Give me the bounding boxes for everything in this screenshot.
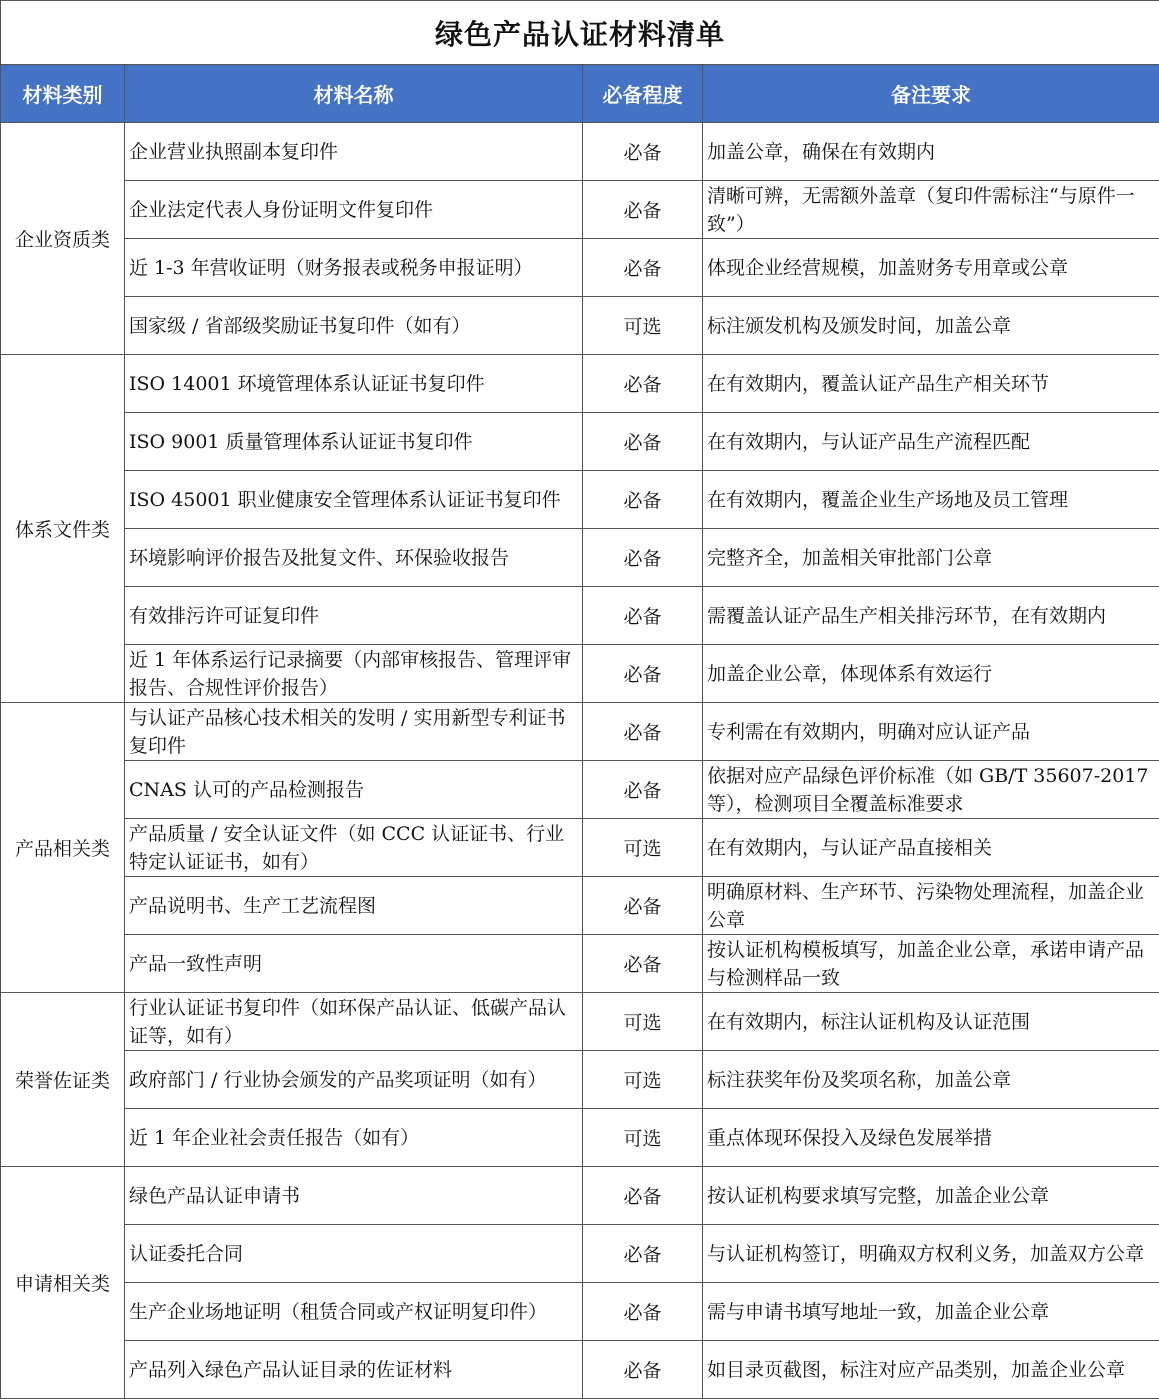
table-row bbox=[1, 471, 1159, 529]
note-cell: 依据对应产品绿色评价标准（如 GB/T 35607-2017 等），检测项目全覆盖标准要求 bbox=[703, 761, 1159, 819]
note-cell: 在有效期内，标注认证机构及认证范围 bbox=[703, 993, 1159, 1051]
header-row bbox=[1, 65, 1159, 123]
table-row bbox=[1, 993, 1159, 1051]
requirement-cell: 必备 bbox=[583, 935, 703, 993]
requirement-cell: 必备 bbox=[583, 703, 703, 761]
table-row bbox=[1, 1341, 1159, 1399]
note-cell: 按认证机构要求填写完整，加盖企业公章 bbox=[703, 1167, 1159, 1225]
material-name-cell: 产品质量 / 安全认证文件（如 CCC 认证证书、行业特定认证证书，如有） bbox=[125, 819, 583, 877]
material-name-cell: 产品说明书、生产工艺流程图 bbox=[125, 877, 583, 935]
category-cell: 企业资质类 bbox=[1, 123, 125, 355]
table-row bbox=[1, 1051, 1159, 1109]
table-row bbox=[1, 239, 1159, 297]
material-name-cell: 政府部门 / 行业协会颁发的产品奖项证明（如有） bbox=[125, 1051, 583, 1109]
note-cell: 重点体现环保投入及绿色发展举措 bbox=[703, 1109, 1159, 1167]
material-name-cell: 行业认证证书复印件（如环保产品认证、低碳产品认证等，如有） bbox=[125, 993, 583, 1051]
material-name-cell: 企业法定代表人身份证明文件复印件 bbox=[125, 181, 583, 239]
header-name: 材料名称 bbox=[125, 65, 583, 123]
note-cell: 如目录页截图，标注对应产品类别，加盖企业公章 bbox=[703, 1341, 1159, 1399]
requirement-cell: 可选 bbox=[583, 1109, 703, 1167]
material-name-cell: 近 1 年企业社会责任报告（如有） bbox=[125, 1109, 583, 1167]
table-row bbox=[1, 355, 1159, 413]
requirement-cell: 必备 bbox=[583, 529, 703, 587]
note-cell: 加盖企业公章，体现体系有效运行 bbox=[703, 645, 1159, 703]
requirement-cell: 必备 bbox=[583, 181, 703, 239]
header-category: 材料类别 bbox=[1, 65, 125, 123]
category-cell: 体系文件类 bbox=[1, 355, 125, 703]
table-row bbox=[1, 935, 1159, 993]
material-name-cell: 有效排污许可证复印件 bbox=[125, 587, 583, 645]
table-row bbox=[1, 1283, 1159, 1341]
material-name-cell: 绿色产品认证申请书 bbox=[125, 1167, 583, 1225]
note-cell: 体现企业经营规模，加盖财务专用章或公章 bbox=[703, 239, 1159, 297]
note-cell: 明确原材料、生产环节、污染物处理流程，加盖企业公章 bbox=[703, 877, 1159, 935]
material-name-cell: 认证委托合同 bbox=[125, 1225, 583, 1283]
note-cell: 在有效期内，覆盖认证产品生产相关环节 bbox=[703, 355, 1159, 413]
requirement-cell: 必备 bbox=[583, 1283, 703, 1341]
requirement-cell: 必备 bbox=[583, 645, 703, 703]
note-cell: 标注颁发机构及颁发时间，加盖公章 bbox=[703, 297, 1159, 355]
table-row bbox=[1, 123, 1159, 181]
table-row bbox=[1, 529, 1159, 587]
requirement-cell: 可选 bbox=[583, 819, 703, 877]
material-name-cell: CNAS 认可的产品检测报告 bbox=[125, 761, 583, 819]
material-name-cell: 与认证产品核心技术相关的发明 / 实用新型专利证书复印件 bbox=[125, 703, 583, 761]
category-cell: 产品相关类 bbox=[1, 703, 125, 993]
note-cell: 需与申请书填写地址一致，加盖企业公章 bbox=[703, 1283, 1159, 1341]
material-name-cell: 环境影响评价报告及批复文件、环保验收报告 bbox=[125, 529, 583, 587]
material-name-cell: 近 1-3 年营收证明（财务报表或税务申报证明） bbox=[125, 239, 583, 297]
table-row bbox=[1, 413, 1159, 471]
requirement-cell: 必备 bbox=[583, 761, 703, 819]
table-title: 绿色产品认证材料清单 bbox=[1, 1, 1159, 65]
table-row bbox=[1, 297, 1159, 355]
requirement-cell: 可选 bbox=[583, 993, 703, 1051]
requirement-cell: 可选 bbox=[583, 297, 703, 355]
category-cell: 申请相关类 bbox=[1, 1167, 125, 1399]
requirement-cell: 必备 bbox=[583, 1341, 703, 1399]
note-cell: 在有效期内，覆盖企业生产场地及员工管理 bbox=[703, 471, 1159, 529]
table-row bbox=[1, 1225, 1159, 1283]
note-cell: 在有效期内，与认证产品直接相关 bbox=[703, 819, 1159, 877]
note-cell: 完整齐全，加盖相关审批部门公章 bbox=[703, 529, 1159, 587]
requirement-cell: 必备 bbox=[583, 1167, 703, 1225]
table-row bbox=[1, 703, 1159, 761]
requirement-cell: 必备 bbox=[583, 877, 703, 935]
requirement-cell: 必备 bbox=[583, 471, 703, 529]
table-row bbox=[1, 645, 1159, 703]
note-cell: 按认证机构模板填写，加盖企业公章，承诺申请产品与检测样品一致 bbox=[703, 935, 1159, 993]
note-cell: 清晰可辨，无需额外盖章（复印件需标注“与原件一致”） bbox=[703, 181, 1159, 239]
requirement-cell: 必备 bbox=[583, 1225, 703, 1283]
note-cell: 加盖公章，确保在有效期内 bbox=[703, 123, 1159, 181]
header-note: 备注要求 bbox=[703, 65, 1159, 123]
note-cell: 在有效期内，与认证产品生产流程匹配 bbox=[703, 413, 1159, 471]
note-cell: 专利需在有效期内，明确对应认证产品 bbox=[703, 703, 1159, 761]
requirement-cell: 必备 bbox=[583, 239, 703, 297]
materials-table-body bbox=[1, 1, 1159, 1399]
material-name-cell: 产品一致性声明 bbox=[125, 935, 583, 993]
material-name-cell: ISO 45001 职业健康安全管理体系认证证书复印件 bbox=[125, 471, 583, 529]
requirement-cell: 必备 bbox=[583, 355, 703, 413]
material-name-cell: 产品列入绿色产品认证目录的佐证材料 bbox=[125, 1341, 583, 1399]
requirement-cell: 可选 bbox=[583, 1051, 703, 1109]
note-cell: 需覆盖认证产品生产相关排污环节，在有效期内 bbox=[703, 587, 1159, 645]
material-name-cell: ISO 9001 质量管理体系认证证书复印件 bbox=[125, 413, 583, 471]
material-name-cell: 生产企业场地证明（租赁合同或产权证明复印件） bbox=[125, 1283, 583, 1341]
requirement-cell: 必备 bbox=[583, 587, 703, 645]
note-cell: 与认证机构签订，明确双方权利义务，加盖双方公章 bbox=[703, 1225, 1159, 1283]
header-requirement: 必备程度 bbox=[583, 65, 703, 123]
material-name-cell: 国家级 / 省部级奖励证书复印件（如有） bbox=[125, 297, 583, 355]
note-cell: 标注获奖年份及奖项名称，加盖公章 bbox=[703, 1051, 1159, 1109]
material-name-cell: 近 1 年体系运行记录摘要（内部审核报告、管理评审报告、合规性评价报告） bbox=[125, 645, 583, 703]
requirement-cell: 必备 bbox=[583, 123, 703, 181]
category-cell: 荣誉佐证类 bbox=[1, 993, 125, 1167]
material-name-cell: ISO 14001 环境管理体系认证证书复印件 bbox=[125, 355, 583, 413]
table-row bbox=[1, 1109, 1159, 1167]
table-row bbox=[1, 761, 1159, 819]
table-row bbox=[1, 587, 1159, 645]
table-row bbox=[1, 181, 1159, 239]
table-row bbox=[1, 1167, 1159, 1225]
table-row bbox=[1, 877, 1159, 935]
table-row bbox=[1, 819, 1159, 877]
material-name-cell: 企业营业执照副本复印件 bbox=[125, 123, 583, 181]
requirement-cell: 必备 bbox=[583, 413, 703, 471]
